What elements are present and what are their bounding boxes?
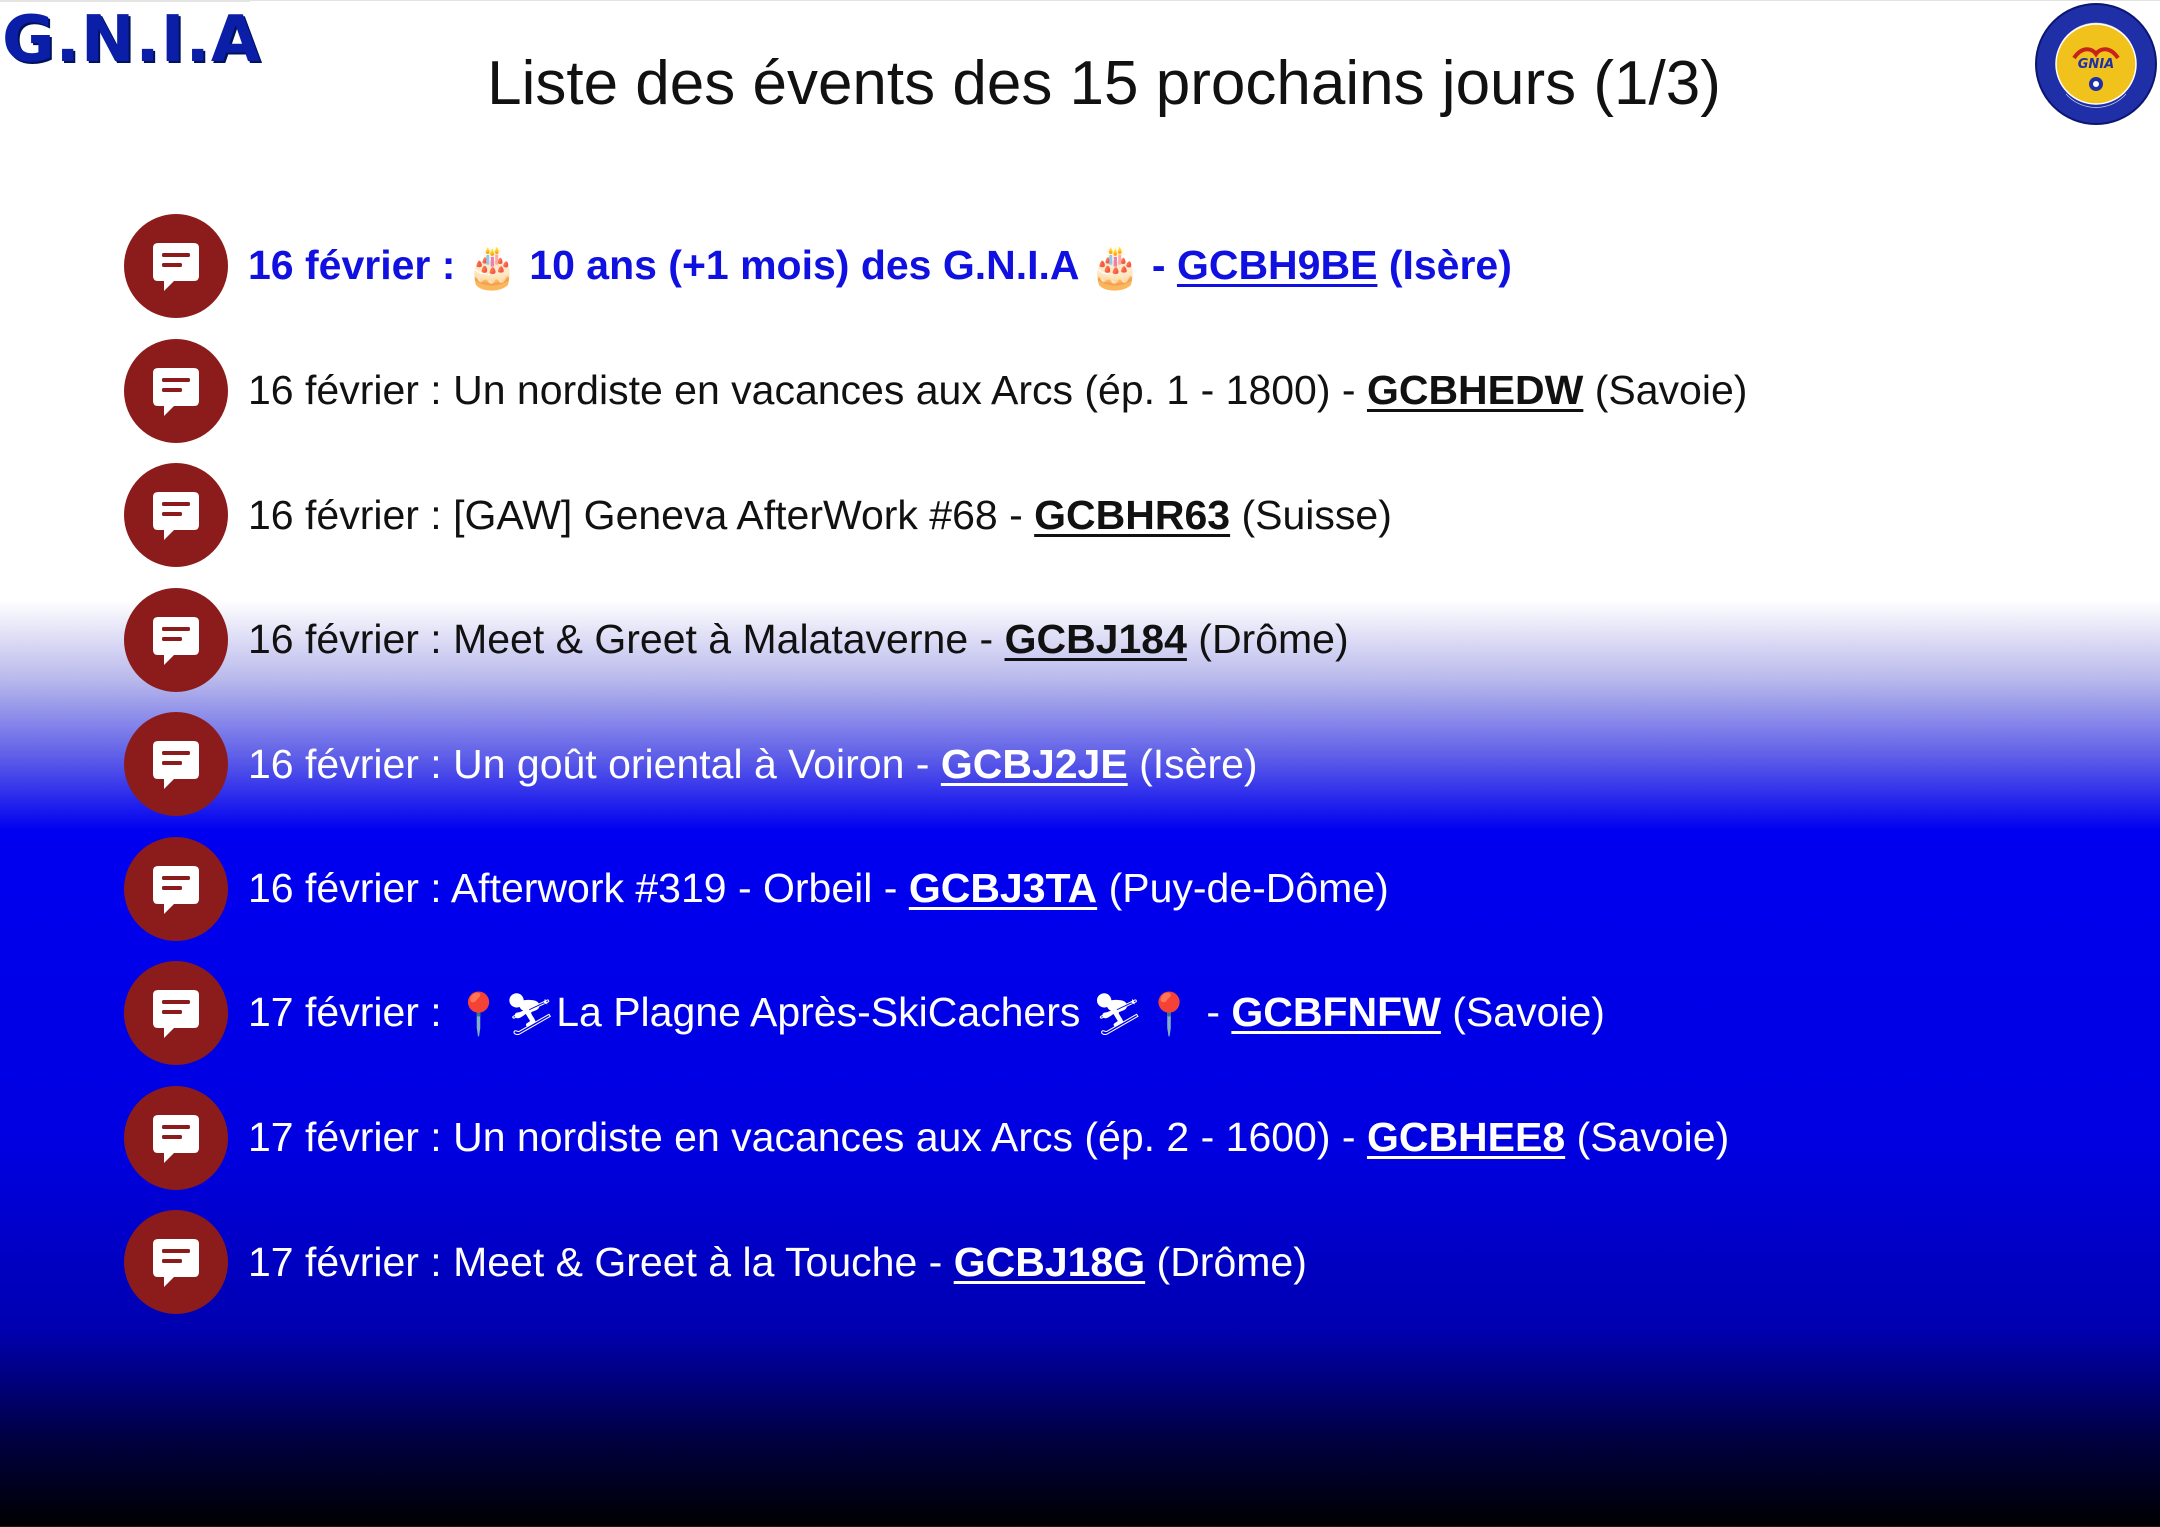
event-region: (Savoie) xyxy=(1452,988,1605,1035)
chat-bubble-icon xyxy=(124,1210,228,1314)
event-row xyxy=(124,1210,2104,1314)
event-date: 17 février : xyxy=(248,1238,454,1285)
header-divider xyxy=(0,0,250,2)
event-row xyxy=(124,588,2104,692)
event-region: (Isère) xyxy=(1139,740,1258,787)
event-list xyxy=(124,214,2104,1335)
event-text: 16 février : 🎂 10 ans (+1 mois) des G.N.I.A 🎂 - GCBH9BE (Isère) xyxy=(248,241,1512,290)
skier-icon: ⛷ xyxy=(1091,990,1144,1037)
event-row xyxy=(124,1086,2104,1190)
pushpin-icon: 📍 xyxy=(1143,990,1195,1037)
event-date: 16 février : xyxy=(248,616,454,662)
event-region: (Puy-de-Dôme) xyxy=(1108,865,1389,911)
geocache-code-link[interactable]: GCBFNFW xyxy=(1231,988,1441,1035)
geocache-code-link[interactable]: GCBHEE8 xyxy=(1366,1114,1566,1160)
event-text: 16 février : Un goût oriental à Voiron - GCBJ2JE (Isère) xyxy=(248,740,1258,787)
event-date: 17 février : xyxy=(248,988,454,1035)
geocache-code-link[interactable]: GCBHR63 xyxy=(1034,491,1231,538)
event-name: 10 ans (+1 mois) des G.N.I.A xyxy=(529,241,1079,288)
event-date: 16 février : xyxy=(248,865,451,911)
event-row xyxy=(124,339,2104,443)
chat-bubble-icon xyxy=(124,588,228,692)
event-name: Un nordiste en vacances aux Arcs (ép. 1 - 1800) xyxy=(453,367,1331,413)
geocache-code-link[interactable]: GCBHEDW xyxy=(1366,367,1584,413)
cake-icon: 🎂 xyxy=(466,243,518,290)
pushpin-icon: 📍 xyxy=(453,990,505,1037)
seal-center-text: GNIA xyxy=(2077,57,2115,72)
chat-bubble-icon xyxy=(124,712,228,816)
event-text: 16 février : Un nordiste en vacances aux Arcs (ép. 1 - 1800) - GCBHEDW (Savoie) xyxy=(248,367,1748,413)
event-row xyxy=(124,712,2104,816)
gnia-seal-logo xyxy=(2034,2,2158,126)
geocache-code-link[interactable]: GCBH9BE xyxy=(1176,241,1378,288)
event-text: 17 février : Un nordiste en vacances aux Arcs (ép. 2 - 1600) - GCBHEE8 (Savoie) xyxy=(248,1114,1730,1160)
cake-icon: 🎂 xyxy=(1089,243,1141,290)
event-text: 16 février : [GAW] Geneva AfterWork #68 - GCBHR63 (Suisse) xyxy=(248,491,1392,538)
event-text: 16 février : Meet & Greet à Malataverne - GCBJ184 (Drôme) xyxy=(248,616,1349,662)
event-date: 16 février : xyxy=(248,491,454,538)
event-region: (Suisse) xyxy=(1241,491,1392,538)
event-region: (Drôme) xyxy=(1198,616,1349,662)
event-date: 17 février : xyxy=(248,1114,454,1160)
geocache-code-link[interactable]: GCBJ184 xyxy=(1004,616,1187,662)
event-name: Un goût oriental à Voiron xyxy=(453,740,905,787)
chat-bubble-icon xyxy=(124,339,228,443)
event-date: 16 février : xyxy=(248,740,454,787)
event-region: (Savoie) xyxy=(1576,1114,1730,1160)
event-text: 17 février : Meet & Greet à la Touche - GCBJ18G (Drôme) xyxy=(248,1238,1307,1285)
event-date: 16 février : xyxy=(248,367,454,413)
skier-icon: ⛷ xyxy=(504,990,557,1037)
event-region: (Drôme) xyxy=(1156,1238,1307,1285)
event-name: Meet & Greet à Malataverne xyxy=(453,616,969,662)
gnia-logo: G.N.I.A xyxy=(2,3,262,77)
event-name: [GAW] Geneva AfterWork #68 xyxy=(453,491,998,538)
event-name: Afterwork #319 - Orbeil xyxy=(450,865,873,911)
event-row xyxy=(124,837,2104,941)
geocache-code-link[interactable]: GCBJ18G xyxy=(953,1238,1146,1285)
event-name: Meet & Greet à la Touche xyxy=(453,1238,918,1285)
event-name: La Plagne Après-SkiCachers xyxy=(556,988,1081,1035)
event-name: Un nordiste en vacances aux Arcs (ép. 2 - 1600) xyxy=(453,1114,1331,1160)
event-row xyxy=(124,214,2104,318)
chat-bubble-icon xyxy=(124,1086,228,1190)
chat-bubble-icon xyxy=(124,961,228,1065)
event-row xyxy=(124,961,2104,1065)
chat-bubble-icon xyxy=(124,463,228,567)
chat-bubble-icon xyxy=(124,214,228,318)
event-region: (Savoie) xyxy=(1594,367,1748,413)
geocache-code-link[interactable]: GCBJ3TA xyxy=(908,865,1098,911)
chat-bubble-icon xyxy=(124,837,228,941)
event-text: 16 février : Afterwork #319 - Orbeil - GCBJ3TA (Puy-de-Dôme) xyxy=(248,865,1389,911)
event-row xyxy=(124,463,2104,567)
event-date: 16 février : xyxy=(248,241,467,288)
geocache-code-link[interactable]: GCBJ2JE xyxy=(940,740,1128,787)
event-text: 17 février : 📍⛷La Plagne Après-SkiCachers ⛷📍 - GCBFNFW (Savoie) xyxy=(248,988,1605,1037)
event-region: (Isère) xyxy=(1388,241,1512,288)
page-title: Liste des évents des 15 prochains jours (1/3) xyxy=(487,49,1721,118)
